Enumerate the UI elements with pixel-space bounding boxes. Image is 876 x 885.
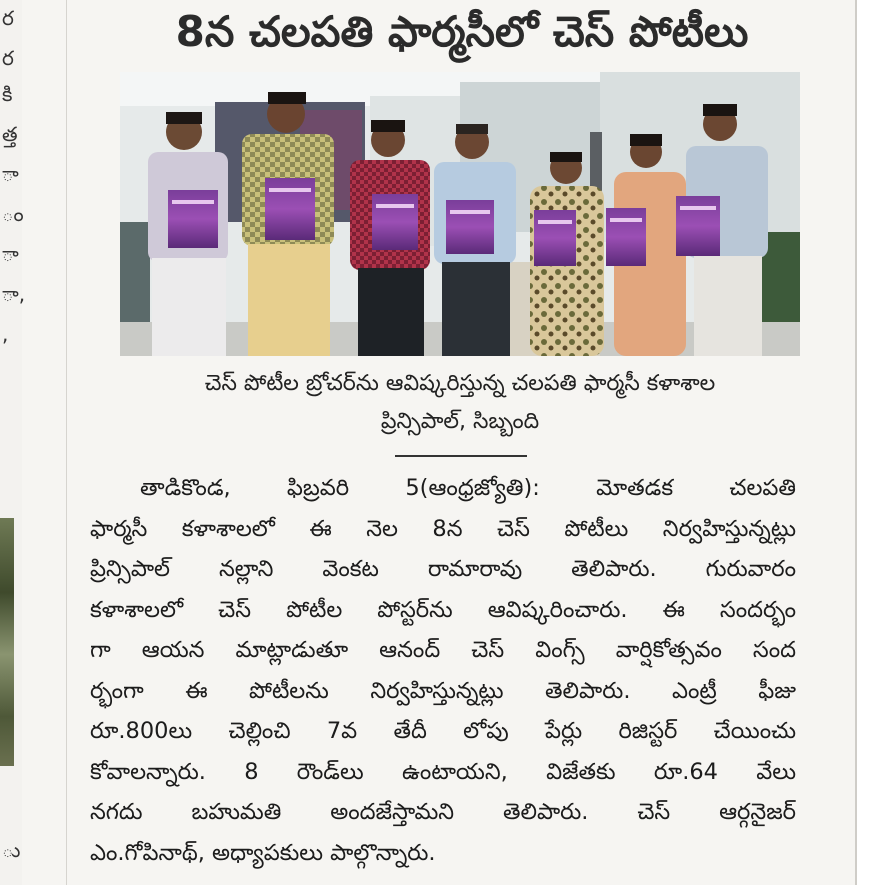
adjacent-text-fragment: ు [2, 838, 21, 862]
adjacent-text-fragment: ర [2, 6, 14, 30]
adjacent-text-fragment: ర [2, 46, 14, 70]
body-line: కళాశాలలో చెస్ పోటీల పోస్టర్‌ను ఆవిష్కరించారు. ఈ సందర్భం [90, 596, 796, 623]
article-headline: 8న చలపతి ఫార్మసీలో చెస్ పోటీలు [175, 7, 749, 56]
body-line: గా ఆయన మాట్లాడుతూ ఆనంద్ చెస్ వింగ్స్ వార్షికోత్సవం సంద [90, 637, 796, 663]
body-line: నగదు బహుమతి అందజేస్తామని తెలిపారు. చెస్ ఆర్గనైజర్ [90, 799, 796, 825]
adjacent-text-fragment: త్త [2, 122, 18, 146]
article-body [90, 468, 796, 873]
adjacent-text-fragment: కి [2, 82, 13, 106]
body-line: ఎం.గోపినాథ్, అధ్యాపకులు పాల్గొన్నారు. [90, 839, 436, 866]
adjacent-text-fragment: ం [2, 202, 24, 226]
caption-divider [395, 455, 527, 457]
page-margin [857, 0, 876, 885]
body-line: ప్రిన్సిపాల్ నల్లాని వెంకట రామారావు తెలిపారు. గురువారం [90, 556, 796, 582]
body-line: తాడికొండ, ఫిబ్రవరి 5(ఆంధ్రజ్యోతి): మోతడక చలపతి [140, 475, 796, 501]
body-line: రూ.800లు చెల్లించి 7వ తేదీ లోపు పేర్లు రిజిస్టర్ చేయించు [90, 718, 796, 744]
adjacent-text-fragment: ా, [2, 282, 26, 306]
article-photo [120, 72, 800, 356]
adjacent-text-fragment: ా [2, 242, 19, 266]
body-line: కోవాలన్నారు. 8 రౌండ్‌లు ఉంటాయని, విజేతకు రూ.64 వేలు [90, 758, 796, 785]
body-line: ర్భంగా ఈ పోటీలను నిర్వహిస్తున్నట్లు తెలిపారు. ఎంట్రీ ఫీజు [90, 677, 796, 704]
photo-caption [90, 365, 830, 441]
adjacent-text-fragment: , [2, 322, 9, 346]
caption-line: చెస్ పోటీల బ్రోచర్‌ను ఆవిష్కరిస్తున్న చలపతి ఫార్మసీ కళాశాల [204, 371, 716, 396]
caption-line: ప్రిన్సిపాల్, సిబ్బంది [380, 409, 540, 434]
adjacent-text-fragment: ా [2, 162, 19, 186]
body-line: ఫార్మసీ కళాశాలలో ఈ నెల 8న చెస్ పోటీలు నిర్వహిస్తున్నట్లు [90, 515, 796, 542]
column-divider [66, 0, 67, 885]
adjacent-photo-fragment [0, 518, 14, 766]
